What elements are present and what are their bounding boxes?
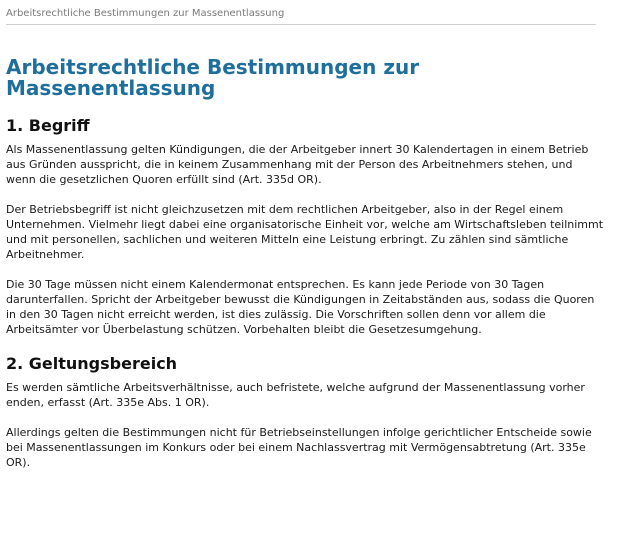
paragraph: Als Massenentlassung gelten Kündigungen, die der Arbeitgeber innert 30 Kalendertagen in einem Betrieb aus Gründen ausspricht, die in keinem Zusammenhang mit der Person des Arbeitnehmers stehen, und wenn die gesetzlichen Quoren erfüllt sind (Art. 335d OR). xyxy=(6,143,589,186)
paragraph: Es werden sämtliche Arbeitsverhältnisse, auch befristete, welche aufgrund der Massenentlassung vorher enden, erfasst (Art. 335e Abs. 1 OR). xyxy=(6,381,585,409)
paragraph: Die 30 Tage müssen nicht einem Kalendermonat entsprechen. Es kann jede Periode von 30 Tagen darunterfallen. Spricht der Arbeitgeber bewusst die Kündigungen in Zeitabständen aus, sodass die Quoren in den 30 Tagen nicht erreicht werden, ist dies zulässig. Die Vorschriften sollen denn vor allem die Arbeitsämter vor Überbelastung schützen. Vorbehalten bleibt die Gesetzesumgehung. xyxy=(6,278,595,336)
paragraph: Der Betriebsbegriff ist nicht gleichzusetzen mit dem rechtlichen Arbeitgeber, also in der Regel einem Unternehmen. Vielmehr liegt dabei eine organisatorische Einheit vor, welche am Wirtschaftsleben teilnimmt und mit personellen, sachlichen und weiteren Mitteln eine Leistung erbringt. Zu zählen sind sämtliche Arbeitnehmer. xyxy=(6,203,604,261)
section-heading-begriff: 1. Begriff xyxy=(6,116,90,135)
page-title: Arbeitsrechtliche Bestimmungen zur Massenentlassung xyxy=(6,55,420,100)
breadcrumb: Arbeitsrechtliche Bestimmungen zur Massenentlassung xyxy=(6,8,596,25)
section-heading-geltungsbereich: 2. Geltungsbereich xyxy=(6,354,178,373)
document-page xyxy=(6,0,602,470)
paragraph: Allerdings gelten die Bestimmungen nicht für Betriebseinstellungen infolge gerichtlicher Entscheide sowie bei Massenentlassungen im Konkurs oder bei einem Nachlassvertrag mit Vermögensabtretung (Art. 335e OR). xyxy=(6,426,592,469)
